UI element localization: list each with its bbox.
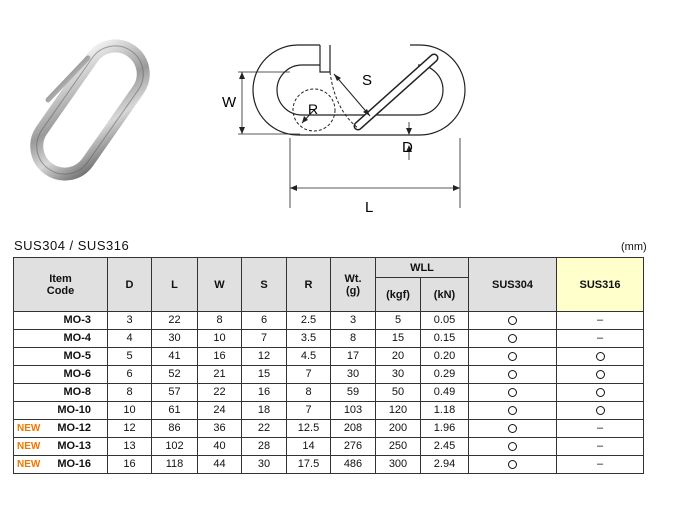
label-s: S — [362, 72, 373, 89]
cell-kgf: 300 — [376, 456, 421, 474]
available-circle-icon — [508, 370, 517, 379]
cell-r: 2.5 — [287, 312, 331, 330]
cell-d: 10 — [108, 402, 152, 420]
cell-s: 12 — [242, 348, 287, 366]
spec-table — [13, 257, 644, 474]
table-row — [14, 366, 644, 384]
header-wt: Wt. (g) — [331, 258, 376, 312]
header-w: W — [198, 258, 242, 312]
cell-kn: 1.18 — [421, 402, 469, 420]
cell-code: MO-4 — [14, 330, 108, 348]
table-row — [14, 312, 644, 330]
cell-kn: 0.05 — [421, 312, 469, 330]
table-row — [14, 348, 644, 366]
new-badge: NEW — [17, 441, 41, 452]
cell-w: 21 — [198, 366, 242, 384]
cell-d: 5 — [108, 348, 152, 366]
cell-sus304 — [469, 456, 557, 474]
available-circle-icon — [596, 352, 605, 361]
cell-kgf: 200 — [376, 420, 421, 438]
cell-l: 22 — [152, 312, 198, 330]
cell-code: MO-6 — [14, 366, 108, 384]
available-circle-icon — [508, 424, 517, 433]
available-circle-icon — [508, 316, 517, 325]
cell-kgf: 50 — [376, 384, 421, 402]
cell-r: 7 — [287, 402, 331, 420]
header-item-code: Item Code — [14, 258, 108, 312]
label-d: D — [402, 139, 413, 156]
cell-kgf: 15 — [376, 330, 421, 348]
cell-r: 3.5 — [287, 330, 331, 348]
cell-r: 14 — [287, 438, 331, 456]
cell-code: NEW MO-12 — [14, 420, 108, 438]
table-row — [14, 330, 644, 348]
available-circle-icon — [596, 406, 605, 415]
header-s: S — [242, 258, 287, 312]
cell-r: 12.5 — [287, 420, 331, 438]
cell-l: 102 — [152, 438, 198, 456]
cell-s: 16 — [242, 384, 287, 402]
cell-code: MO-10 — [14, 402, 108, 420]
cell-w: 8 — [198, 312, 242, 330]
header-kn: (kN) — [421, 278, 469, 312]
cell-wt: 59 — [331, 384, 376, 402]
cell-kgf: 5 — [376, 312, 421, 330]
cell-sus316: – — [557, 420, 644, 438]
cell-sus304 — [469, 366, 557, 384]
cell-kgf: 20 — [376, 348, 421, 366]
cell-wt: 276 — [331, 438, 376, 456]
cell-sus316 — [557, 366, 644, 384]
cell-l: 41 — [152, 348, 198, 366]
cell-kn: 0.15 — [421, 330, 469, 348]
header-r: R — [287, 258, 331, 312]
header-l: L — [152, 258, 198, 312]
cell-sus304 — [469, 420, 557, 438]
cell-code: MO-8 — [14, 384, 108, 402]
header-d: D — [108, 258, 152, 312]
cell-kn: 0.20 — [421, 348, 469, 366]
cell-sus316 — [557, 384, 644, 402]
cell-kgf: 250 — [376, 438, 421, 456]
cell-s: 6 — [242, 312, 287, 330]
cell-sus304 — [469, 312, 557, 330]
cell-kn: 1.96 — [421, 420, 469, 438]
cell-sus316 — [557, 348, 644, 366]
cell-d: 8 — [108, 384, 152, 402]
cell-d: 4 — [108, 330, 152, 348]
cell-wt: 103 — [331, 402, 376, 420]
cell-sus304 — [469, 402, 557, 420]
cell-kn: 0.49 — [421, 384, 469, 402]
cell-w: 36 — [198, 420, 242, 438]
cell-s: 18 — [242, 402, 287, 420]
cell-d: 16 — [108, 456, 152, 474]
cell-l: 52 — [152, 366, 198, 384]
available-circle-icon — [508, 406, 517, 415]
cell-s: 7 — [242, 330, 287, 348]
cell-sus304 — [469, 348, 557, 366]
cell-w: 24 — [198, 402, 242, 420]
cell-kn: 2.45 — [421, 438, 469, 456]
available-circle-icon — [508, 442, 517, 451]
table-row — [14, 438, 644, 456]
cell-sus304 — [469, 384, 557, 402]
cell-s: 28 — [242, 438, 287, 456]
cell-wt: 208 — [331, 420, 376, 438]
cell-l: 57 — [152, 384, 198, 402]
cell-w: 16 — [198, 348, 242, 366]
label-w: W — [222, 94, 237, 111]
label-r: R — [308, 101, 319, 117]
cell-r: 4.5 — [287, 348, 331, 366]
table-row — [14, 420, 644, 438]
header-sus316: SUS316 — [557, 258, 644, 312]
label-l: L — [365, 199, 374, 216]
cell-s: 30 — [242, 456, 287, 474]
cell-sus316: – — [557, 456, 644, 474]
available-circle-icon — [508, 334, 517, 343]
product-photo — [10, 30, 170, 190]
cell-code: NEW MO-16 — [14, 456, 108, 474]
cell-code: MO-3 — [14, 312, 108, 330]
cell-s: 22 — [242, 420, 287, 438]
unit-label: (mm) — [621, 241, 647, 253]
cell-r: 8 — [287, 384, 331, 402]
cell-sus316: – — [557, 330, 644, 348]
cell-wt: 3 — [331, 312, 376, 330]
spec-table-body — [14, 312, 644, 474]
header-sus304: SUS304 — [469, 258, 557, 312]
cell-sus304 — [469, 438, 557, 456]
cell-s: 15 — [242, 366, 287, 384]
cell-l: 118 — [152, 456, 198, 474]
cell-wt: 8 — [331, 330, 376, 348]
header-kgf: (kgf) — [376, 278, 421, 312]
cell-kn: 2.94 — [421, 456, 469, 474]
available-circle-icon — [508, 352, 517, 361]
header-wll: WLL — [376, 258, 469, 278]
dimension-diagram — [210, 30, 490, 230]
cell-w: 40 — [198, 438, 242, 456]
cell-kgf: 120 — [376, 402, 421, 420]
available-circle-icon — [596, 388, 605, 397]
table-row — [14, 384, 644, 402]
table-row — [14, 402, 644, 420]
cell-kn: 0.29 — [421, 366, 469, 384]
cell-wt: 17 — [331, 348, 376, 366]
cell-l: 61 — [152, 402, 198, 420]
cell-code: NEW MO-13 — [14, 438, 108, 456]
cell-w: 22 — [198, 384, 242, 402]
available-circle-icon — [596, 370, 605, 379]
available-circle-icon — [508, 388, 517, 397]
cell-sus316: – — [557, 438, 644, 456]
table-row — [14, 456, 644, 474]
cell-sus304 — [469, 330, 557, 348]
cell-w: 44 — [198, 456, 242, 474]
cell-l: 30 — [152, 330, 198, 348]
cell-w: 10 — [198, 330, 242, 348]
cell-d: 13 — [108, 438, 152, 456]
cell-sus316 — [557, 402, 644, 420]
cell-r: 17.5 — [287, 456, 331, 474]
cell-d: 3 — [108, 312, 152, 330]
cell-wt: 30 — [331, 366, 376, 384]
series-label: SUS304 / SUS316 — [14, 238, 130, 253]
cell-r: 7 — [287, 366, 331, 384]
new-badge: NEW — [17, 423, 41, 434]
cell-d: 6 — [108, 366, 152, 384]
available-circle-icon — [508, 460, 517, 469]
cell-wt: 486 — [331, 456, 376, 474]
new-badge: NEW — [17, 459, 41, 470]
cell-l: 86 — [152, 420, 198, 438]
cell-code: MO-5 — [14, 348, 108, 366]
cell-sus316: – — [557, 312, 644, 330]
cell-d: 12 — [108, 420, 152, 438]
cell-kgf: 30 — [376, 366, 421, 384]
